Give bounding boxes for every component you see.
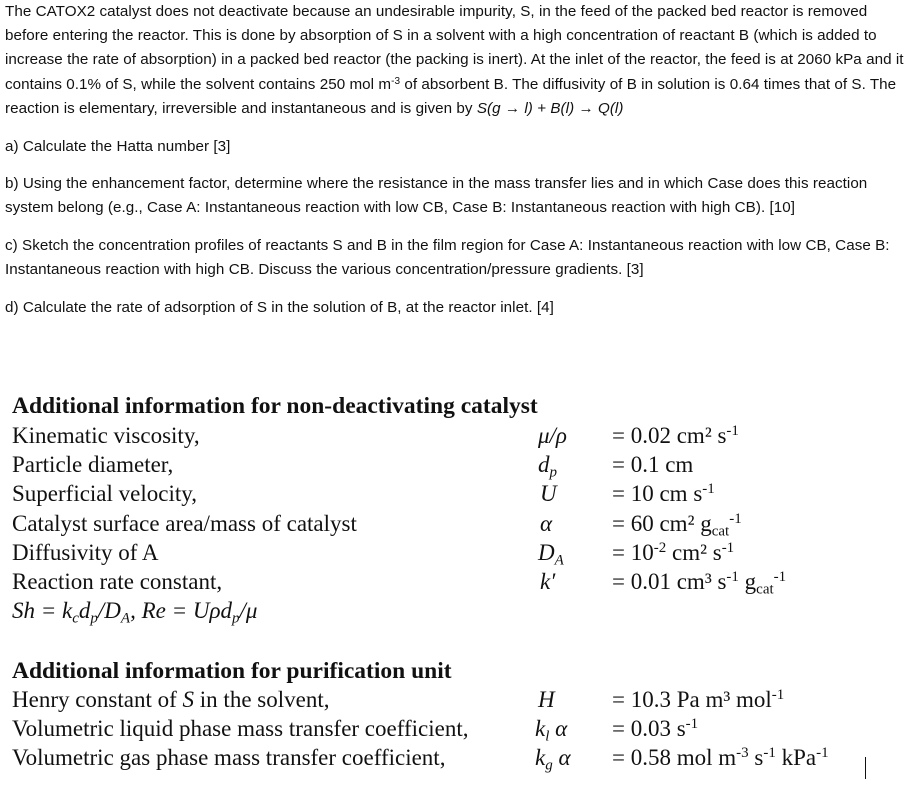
purification-info-block: Additional information for purification unit Henry constant of S in the solvent, H = 10.3 Pa m³ mol$^{-1}$ Volumetric liquid phase mass transfer coefficient, $k_l$ α = 0.03 $s^{-1}$ Volumetric gas phase mass transfer coefficient, $k_g$ α = 0.58 mol $m^{-3}$ $s^{-1}$ kPa$^{-1}$ bbox=[12, 658, 829, 774]
reaction-equation: S(g → l) + B(l) → Q(l) bbox=[476, 99, 624, 117]
catalyst-info-block: Additional information for non-deactivating catalyst Kinematic viscosity, μ/ρ = 0.02 cm² $s^{-1}$ Particle diameter, $d_p$ = 0.1 cm Superficial velocity, U = 10 cm $s^{-1}$ Catalyst surface area/mass of catalyst α = 60 cm² $g_{cat}^{-1}$ Diffusivity of A $D_A$ = $10^{-2}$ cm² $s^{-1}$ Reaction rate constant, k′ = 0.01 cm³ $s^{-1}$ $g_{cat}^{-1}$ $Sh = k_cd_p/D_A$, Re = Uρd$_p$/μ bbox=[12, 393, 787, 627]
problem-statement bbox=[5, 0, 905, 334]
question-b: b) Using the enhancement factor, determine where the resistance in the mass transfer lies and in which Case does this reaction system belong (e.g., Case A: Instantaneous reaction with low CB, Case B: Instantaneous reaction with high CB). [10] bbox=[5, 175, 868, 217]
question-d: d) Calculate the rate of adsorption of S in the solution of B, at the reactor inlet. [4] bbox=[5, 299, 554, 317]
question-a: a) Calculate the Hatta number [3] bbox=[5, 137, 231, 155]
catalyst-info-heading: Additional information for non-deactivating catalyst bbox=[12, 393, 538, 419]
sherwood-reynolds-formula: $Sh = k_cd_p/D_A$, Re = Uρd$_p$/μ bbox=[12, 598, 258, 627]
problem-intro: The CATOX2 catalyst does not deactivate because an undesirable impurity, S, in the feed of the packed bed reactor is removed before entering the reactor. This is done by absorption of S in a solvent with a high concentration of reactant B (which is added to increase the rate of absorption) in a packed bed reactor (the packing is inert). At the inlet of the reactor, the feed is at 2060 kPa and it contains 0.1% of S, while the solvent contains 250 mol $m^{-3}$ of absorbent B. The diffusivity of B in solution is 0.64 times that of S. The reaction is elementary, irreversible and instantaneous and is given by S(g → l) + B(l) → Q(l) bbox=[5, 3, 904, 117]
question-c: c) Sketch the concentration profiles of reactants S and B in the film region for Case A: Instantaneous reaction with low CB, Case B: Instantaneous reaction with high CB. Discuss the various concentration/pressure gradients. [3] bbox=[5, 237, 890, 279]
purification-info-heading: Additional information for purification unit bbox=[12, 658, 452, 684]
text-cursor bbox=[865, 757, 866, 779]
